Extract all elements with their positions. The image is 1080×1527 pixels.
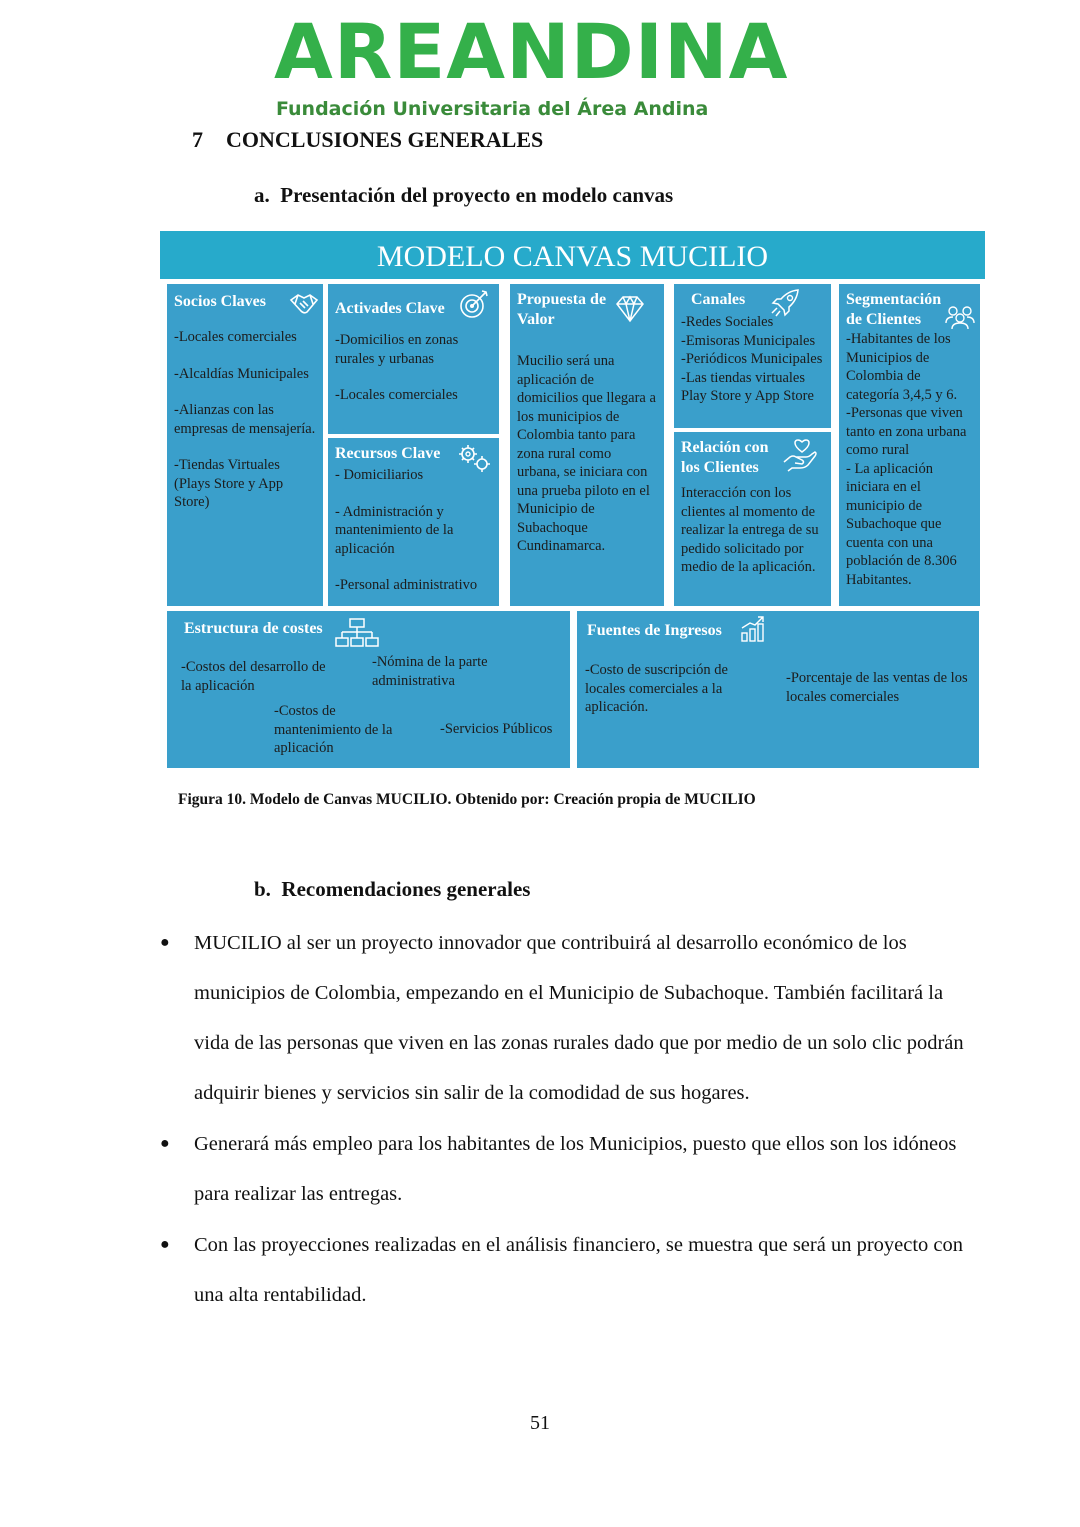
estructura-costes-box <box>167 611 570 768</box>
bullet-icon: ● <box>160 1135 170 1152</box>
logo-subtitle: Fundación Universitaria del Área Andina <box>276 98 709 120</box>
subsection-a-heading: a. Presentación del proyecto en modelo canvas <box>254 183 674 207</box>
recursos-item: - Domiciliarios <box>335 467 424 483</box>
fuentes-ingresos-title: Fuentes de Ingresos <box>587 622 722 639</box>
recursos-item: - Administración y mantenimiento de la aplicación <box>335 503 454 557</box>
relacion-clientes-text: Interacción con los clientes al momento de realizar la entrega de su pedido solicitado por medio de la aplicación. <box>681 485 819 575</box>
segmentacion-clientes-box <box>839 284 980 606</box>
org-chart-icon <box>335 617 379 649</box>
recursos-item: -Personal administrativo <box>335 577 478 593</box>
ingresos-item: -Porcentaje de las ventas de los locales comerciales <box>786 670 968 705</box>
segmentacion-item: -Habitantes de los Municipios de Colombia de categoría 3,4,5 y 6. <box>846 331 958 403</box>
figure-caption: Figura 10. Modelo de Canvas MUCILIO. Obtenido por: Creación propia de MUCILIO <box>178 791 756 808</box>
canvas-title: MODELO CANVAS MUCILIO <box>160 231 985 279</box>
subsection-b-heading: b. Recomendaciones generales <box>254 877 531 901</box>
list-item <box>160 1119 980 1219</box>
canales-title: Canales <box>691 291 746 308</box>
target-icon <box>458 288 490 320</box>
segmentacion-item: - La aplicación iniciara en el municipio de Subachoque que cuenta con una población de 8.306 Habitantes. <box>846 460 957 588</box>
list-item-text: Con las proyecciones realizadas en el análisis financiero, se muestra que será un proyecto con una alta rentabilidad. <box>194 1234 964 1306</box>
costes-item: -Nómina de la parte administrativa <box>372 654 488 689</box>
segmentacion-item: -Personas que viven tanto en zona urbana como rural <box>846 405 967 458</box>
bullet-icon: ● <box>160 934 170 951</box>
page-number: 51 <box>530 1412 550 1434</box>
recursos-clave-title: Recursos Clave <box>335 445 441 462</box>
propuesta-valor-title: Propuesta de Valor <box>517 291 607 328</box>
estructura-costes-title: Estructura de costes <box>184 620 323 637</box>
actividades-clave-title: Activades Clave <box>335 300 445 317</box>
canales-box <box>674 284 831 428</box>
logo-wordmark: AREANDINA <box>274 7 789 96</box>
canales-item: -Redes Sociales <box>681 314 774 330</box>
actividades-clave-box <box>328 284 499 434</box>
propuesta-valor-box <box>510 284 664 606</box>
socios-claves-title: Socios Claves <box>174 293 266 310</box>
segmentacion-clientes-title: Segmentación de Clientes <box>846 291 942 328</box>
socios-item: -Locales comerciales <box>174 329 297 345</box>
list-item <box>160 1220 980 1320</box>
relacion-clientes-title: Relación con los Clientes <box>681 439 769 476</box>
costes-item: -Servicios Públicos <box>440 721 553 737</box>
socios-item: -Tiendas Virtuales (Plays Store y App Store) <box>174 457 284 510</box>
propuesta-valor-text: Mucilio será una aplicación de domicilios que llegara a los municipios de Colombia tanto para zona rural como urbana, se iniciara con una prueba piloto en el Municipio de Subachoque Cundinamarca. <box>517 353 656 554</box>
section-number: 7 <box>192 127 203 152</box>
section-title: CONCLUSIONES GENERALES <box>226 127 544 152</box>
diamond-icon <box>614 294 646 324</box>
section-heading <box>192 127 543 153</box>
costes-item: -Costos del desarrollo de la aplicación <box>181 659 326 694</box>
growth-chart-icon <box>740 615 766 643</box>
canales-item: -Emisoras Municipales <box>681 332 816 349</box>
costes-item: -Costos de mantenimiento de la aplicación <box>274 703 393 756</box>
rocket-icon <box>768 288 802 318</box>
socios-item: -Alianzas con las empresas de mensajería. <box>174 402 316 437</box>
canales-item: -Periódicos Municipales <box>681 351 823 367</box>
socios-claves-box <box>167 284 323 606</box>
recommendations-list <box>160 918 980 1321</box>
gears-icon <box>457 443 493 475</box>
bullet-icon: ● <box>160 1236 170 1253</box>
actividades-item: -Domicilios en zonas rurales y urbanas <box>335 332 459 367</box>
canvas-model-figure <box>160 231 985 771</box>
areandina-logo <box>268 7 789 120</box>
socios-item: -Alcaldías Municipales <box>174 365 309 382</box>
actividades-item: -Locales comerciales <box>335 387 458 403</box>
relacion-clientes-box <box>674 432 831 606</box>
people-group-icon <box>943 304 977 330</box>
ingresos-item: -Costo de suscripción de locales comerciales a la aplicación. <box>585 662 728 715</box>
recursos-clave-box <box>328 438 499 606</box>
fuentes-ingresos-box <box>577 611 979 768</box>
list-item-text: Generará más empleo para los habitantes de los Municipios, puesto que ellos son los idóneos para realizar las entregas. <box>194 1133 957 1205</box>
heart-hand-icon <box>782 438 818 474</box>
canales-item: -Las tiendas virtuales Play Store y App Store <box>681 369 814 404</box>
list-item-text: MUCILIO al ser un proyecto innovador que contribuirá al desarrollo económico de los municipios de Colombia, empezando en el Municipio de Subachoque. También facilitará la vida de las personas que viven en las zonas rurales dado que por medio de un solo clic podrán adquirir bienes y servicios sin salir de la comodidad de sus hogares. <box>194 932 964 1104</box>
handshake-icon <box>289 292 319 316</box>
list-item <box>160 918 980 1118</box>
